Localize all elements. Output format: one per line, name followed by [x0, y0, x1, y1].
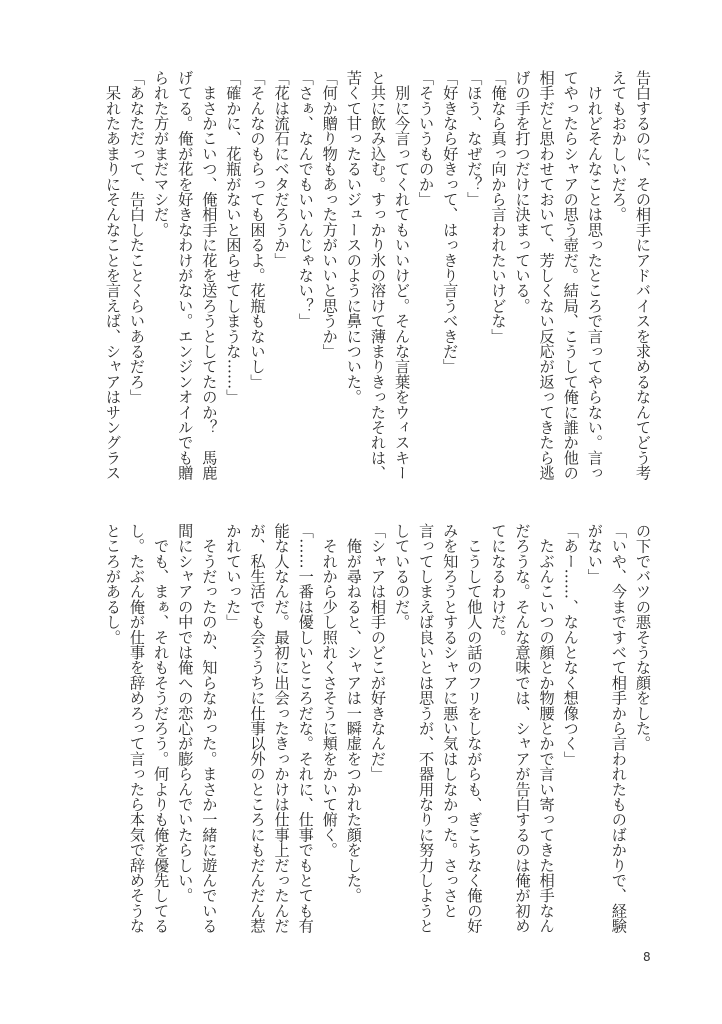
text-line: 言ってしまえば良いとは思うが、不器用なりに努力しようと: [417, 523, 436, 934]
text-line: 別に今言ってくれてもいいけど。そんな言葉をウィスキー: [393, 70, 412, 481]
text-line: 呆れたあまりにそんなことを言えば、シャアはサングラス: [103, 70, 122, 481]
text-line: それから少し照れくさそうに頬をかいて俯く。: [320, 523, 339, 858]
text-line: でも、まぁ、それもそうだろう。何よりも俺を優先してる: [152, 523, 171, 934]
dialogue-line: 「あなただって、告白したことくらいあるだろ」: [128, 70, 147, 405]
dialogue-line: 「そういうものか」: [417, 70, 436, 207]
dialogue-line: 「さぁ、なんでもいいんじゃない？」: [296, 70, 315, 329]
text-line: 告白するのに、その相手にアドバイスを求めるなんてどう考: [634, 70, 652, 481]
text-line: てになるわけだ。: [489, 523, 508, 645]
text-line: ところがあるし。: [103, 523, 122, 645]
text-line: 苦くて甘ったるいジュースのように鼻についた。: [344, 70, 363, 405]
dialogue-line: 「何か贈り物もあった方がいいと思うか」: [320, 70, 339, 359]
text-line: げの手を打つだけに決まっている。: [513, 70, 532, 314]
text-line: けれどそんなことは思ったところで言ってやらない。言っ: [585, 70, 604, 481]
text-line: の下でバツの悪そうな顔をした。: [634, 523, 652, 751]
dialogue-line: 「そんなのもらっても困るよ。花瓶もないし」: [248, 70, 267, 390]
dialogue-line: 「ほう、なぜだ？」: [465, 70, 484, 207]
dialogue-line: がない」: [585, 523, 604, 584]
dialogue-line: 「好きなら好きって、はっきり言うべきだ」: [441, 70, 460, 374]
text-line: そうだったのか、知らなかった。まさか一緒に遊んでいる: [200, 523, 219, 934]
dialogue-line: 「俺なら真っ向から言われたいけどな」: [489, 70, 508, 344]
text-line: し。たぶん俺が仕事を辞めろって言ったら本気で辞めそうな: [128, 523, 147, 934]
dialogue-line: 「いや、今まですべて相手から言われたものばかりで、経験: [609, 523, 628, 934]
dialogue-line: かれていった」: [224, 523, 243, 630]
text-line: しているのだ。: [393, 523, 412, 630]
text-line: 相手だと思わせておいて、芳しくない反応が返ってきたら逃: [537, 70, 556, 481]
dialogue-line: 「……一番は優しいところだな。それに、仕事でもとても有: [296, 523, 315, 934]
text-line: たぶんこいつの顔とか物腰とかで言い寄ってきた相手なん: [537, 523, 556, 934]
text-line: げてる。俺が花を好きなわけがない。エンジンオイルでも贈: [176, 70, 195, 481]
text-line: えてもおかしいだろ。: [609, 70, 628, 222]
dialogue-line: 「シャアは相手のどこが好きなんだ」: [368, 523, 387, 782]
page-number: 8: [643, 950, 651, 964]
dialogue-line: が、私生活でも会ううちに仕事以外のところにもだんだん惹: [248, 523, 267, 934]
text-line: と共に飲み込む。すっかり氷の溶けて薄まりきったそれは、: [368, 70, 387, 481]
text-line: 俺が尋ねると、シャアは一瞬虚をつかれた顔をした。: [344, 523, 363, 903]
text-line: てやったらシャアの思う壺だ。結局、こうして俺に誰か他の: [561, 70, 580, 481]
text-line: まさかこいつ、俺相手に花を送ろうとしてたのか？ 馬鹿: [200, 70, 219, 481]
dialogue-line: 「あー……、なんとなく想像つく」: [561, 523, 580, 767]
dialogue-line: 「確かに、花瓶がないと困らせてしまうな……」: [224, 70, 243, 405]
upper-text-tier: [95, 70, 655, 485]
text-line: こうして他人の話のフリをしながらも、ぎこちなく俺の好: [465, 523, 484, 934]
text-line: だろうな。そんな意味では、シャアが告白するのは俺が初め: [513, 523, 532, 934]
dialogue-line: 能な人なんだ。最初に出会ったきっかけは仕事上だったんだ: [272, 523, 291, 934]
lower-text-tier: [95, 523, 655, 938]
text-line: みを知ろうとするシャアに悪い気はしなかった。さっさと: [441, 523, 460, 919]
text-line: 間にシャアの中では俺への恋心が膨らんでいたらしい。: [176, 523, 195, 903]
text-line: られた方がまだマシだ。: [152, 70, 171, 238]
dialogue-line: 「花は流石にベタだろうか」: [272, 70, 291, 268]
